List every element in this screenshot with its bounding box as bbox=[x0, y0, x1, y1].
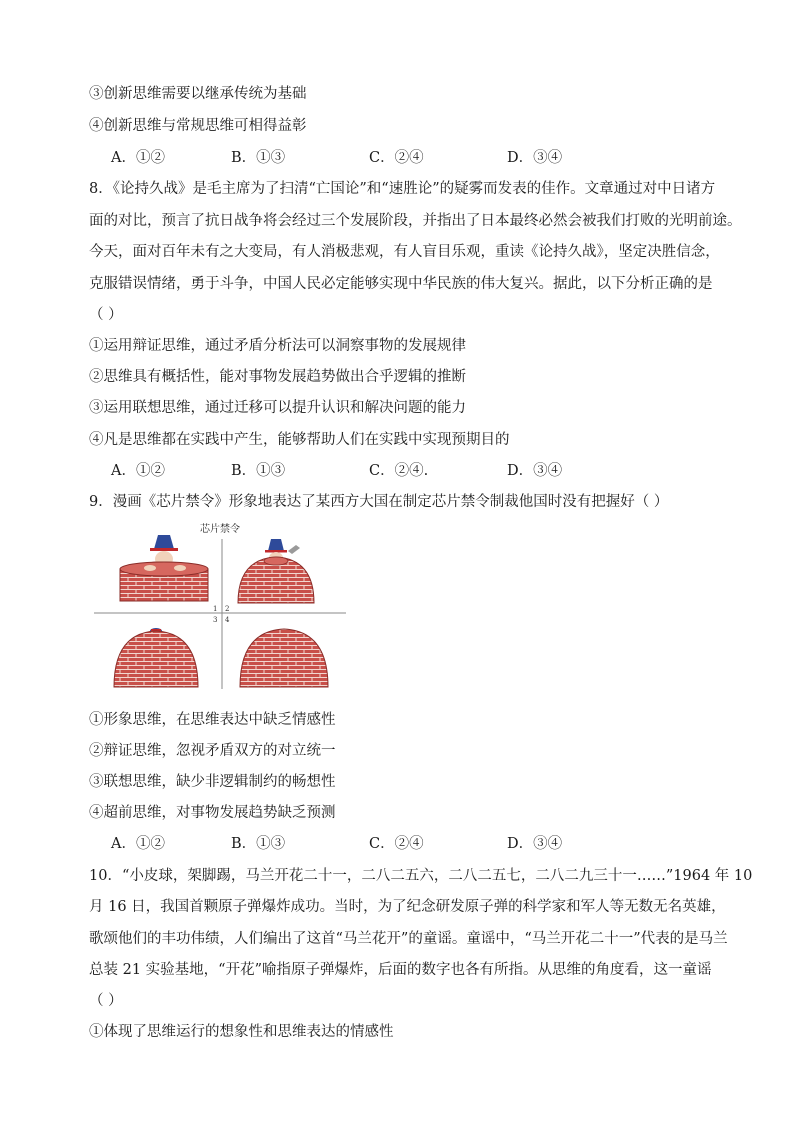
quadrant-label-2: 2 bbox=[225, 605, 230, 613]
q9-item-1: ①形象思维，在思维表达中缺乏情感性 bbox=[89, 712, 336, 728]
q8-item-2: ②思维具有概括性，能对事物发展趋势做出合乎逻辑的推断 bbox=[89, 369, 466, 385]
panel-2-dome-with-figure bbox=[238, 539, 314, 603]
q10-stem-line-3: 歌颂他们的丰功伟绩，人们编出了这首“马兰花开”的童谣。童谣中，“马兰开花二十一”代表的是马兰 bbox=[89, 931, 728, 947]
option-b[interactable]: B．①③ bbox=[231, 836, 286, 852]
chip-ban-cartoon bbox=[92, 521, 348, 691]
quadrant-label-1: 1 bbox=[213, 605, 218, 613]
q8-item-1: ①运用辩证思维，通过矛盾分析法可以洞察事物的发展规律 bbox=[89, 338, 466, 354]
q9-stem: 9．漫画《芯片禁令》形象地表达了某西方大国在制定芯片禁令制裁他国时没有把握好（ ） bbox=[89, 494, 669, 510]
option-c[interactable]: C．②④. bbox=[369, 463, 429, 479]
q8-answer-bracket: （ ） bbox=[89, 307, 123, 323]
prev-item-4: ④创新思维与常规思维可相得益彰 bbox=[89, 118, 307, 134]
q8-item-4: ④凡是思维都在实践中产生，能够帮助人们在实践中实现预期目的 bbox=[89, 432, 510, 448]
q10-answer-bracket: （ ） bbox=[89, 993, 123, 1009]
q10-stem-line-2: 月 16 日，我国首颗原子弹爆炸成功。当时，为了纪念研发原子弹的科学家和军人等无数无名英雄， bbox=[89, 899, 726, 915]
panel-1-low-wall bbox=[120, 535, 208, 601]
q10-stem-line-1: 10．“小皮球，架脚踢，马兰开花二十一，二八二五六，二八二五七，二八二九三十一……”1964 年 10 bbox=[89, 868, 753, 884]
option-c[interactable]: C．②④ bbox=[369, 836, 424, 852]
option-b[interactable]: B．①③ bbox=[231, 463, 286, 479]
q8-stem-line-4: 克服错误情绪，勇于斗争，中国人民必定能够实现中华民族的伟大复兴。据此，以下分析正确的是 bbox=[89, 276, 713, 292]
q9-item-3: ③联想思维，缺少非逻辑制约的畅想性 bbox=[89, 774, 336, 790]
q8-item-3: ③运用联想思维，通过迁移可以提升认识和解决问题的能力 bbox=[89, 400, 466, 416]
q9-item-2: ②辩证思维，忽视矛盾双方的对立统一 bbox=[89, 743, 336, 759]
option-a[interactable]: A．①② bbox=[111, 150, 165, 166]
q8-stem-line-2: 面的对比，预言了抗日战争将会经过三个发展阶段，并指出了日本最终必然会被我们打败的光明前途。 bbox=[89, 213, 742, 229]
q8-stem-line-1: 8．《论持久战》是毛主席为了扫清“亡国论”和“速胜论”的疑雾而发表的佳作。文章通过对中日诸方 bbox=[89, 181, 716, 197]
q10-item-1: ①体现了思维运行的想象性和思维表达的情感性 bbox=[89, 1024, 394, 1040]
option-b[interactable]: B．①③ bbox=[231, 150, 286, 166]
option-d[interactable]: D．③④ bbox=[507, 150, 563, 166]
panel-4-sealed-dome bbox=[240, 629, 328, 687]
quadrant-label-3: 3 bbox=[213, 616, 218, 624]
panel-3-closed-dome bbox=[114, 628, 198, 687]
q10-stem-line-4: 总装 21 实验基地，“开花”喻指原子弹爆炸，后面的数字也各有所指。从思维的角度看，这一童谣 bbox=[89, 962, 712, 978]
quadrant-label-4: 4 bbox=[225, 616, 230, 624]
option-a[interactable]: A．①② bbox=[111, 836, 165, 852]
option-d[interactable]: D．③④ bbox=[507, 463, 563, 479]
option-d[interactable]: D．③④ bbox=[507, 836, 563, 852]
option-a[interactable]: A．①② bbox=[111, 463, 165, 479]
q9-item-4: ④超前思维，对事物发展趋势缺乏预测 bbox=[89, 805, 336, 821]
trowel-icon bbox=[288, 545, 300, 554]
prev-item-3: ③创新思维需要以继承传统为基础 bbox=[89, 86, 307, 102]
q8-stem-line-3: 今天，面对百年未有之大变局，有人消极悲观，有人盲目乐观，重读《论持久战》，坚定决胜信念， bbox=[89, 244, 720, 260]
cartoon-title: 芯片禁令 bbox=[200, 524, 240, 535]
option-c[interactable]: C．②④ bbox=[369, 150, 424, 166]
